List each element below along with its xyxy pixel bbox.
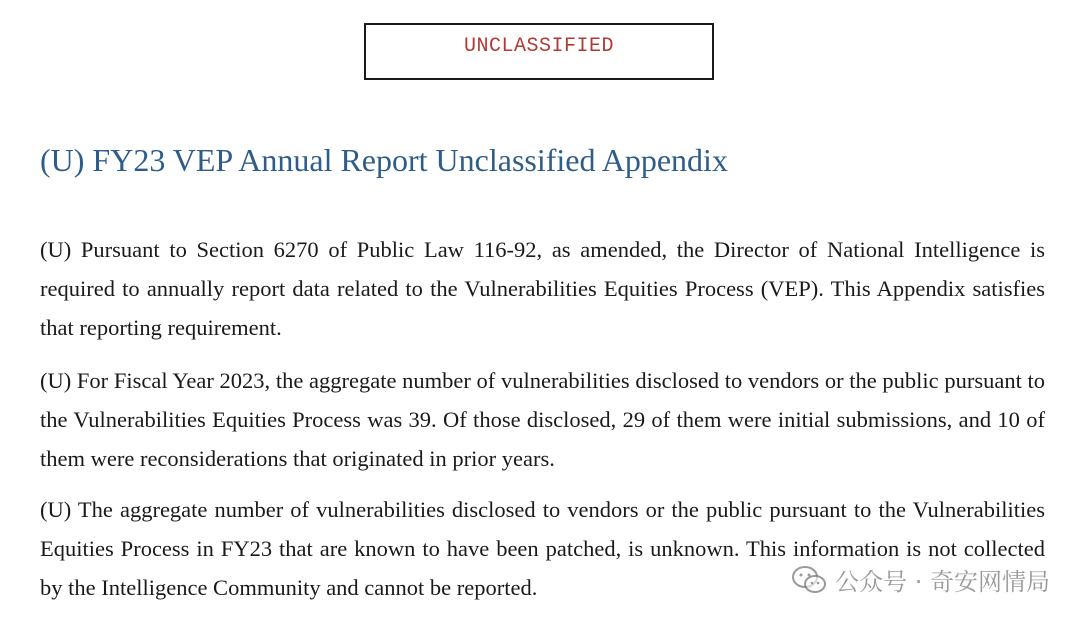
document-title: (U) FY23 VEP Annual Report Unclassified Appendix (40, 142, 728, 178)
classification-label: UNCLASSIFIED (463, 35, 615, 58)
watermark-text: 公众号 · 奇安网情局 (835, 568, 1050, 596)
classification-banner (364, 23, 714, 80)
paragraph-patch-status: (U) The aggregate number of vulnerabilities disclosed to vendors or the public pursuant to the Vulnerabilities Equities Process in FY23 that are known to have been patched, is unknown. This information is not collected by the Intelligence Community and cannot be reported. (40, 497, 1045, 600)
paragraph-disclosure-count: (U) For Fiscal Year 2023, the aggregate number of vulnerabilities disclosed to vendors or the public pursuant to the Vulnerabilities Equities Process was 39. Of those disclosed, 29 of them were initial submissions, and 10 of them were reconsiderations that originated in prior years. (40, 368, 1045, 471)
watermark (791, 562, 1050, 597)
paragraph-reporting-requirement: (U) Pursuant to Section 6270 of Public Law 116-92, as amended, the Director of National Intelligence is required to annually report data related to the Vulnerabilities Equities Process (VEP). This Appendix satisfies that reporting requirement. (40, 237, 1045, 340)
wechat-icon (791, 565, 827, 595)
